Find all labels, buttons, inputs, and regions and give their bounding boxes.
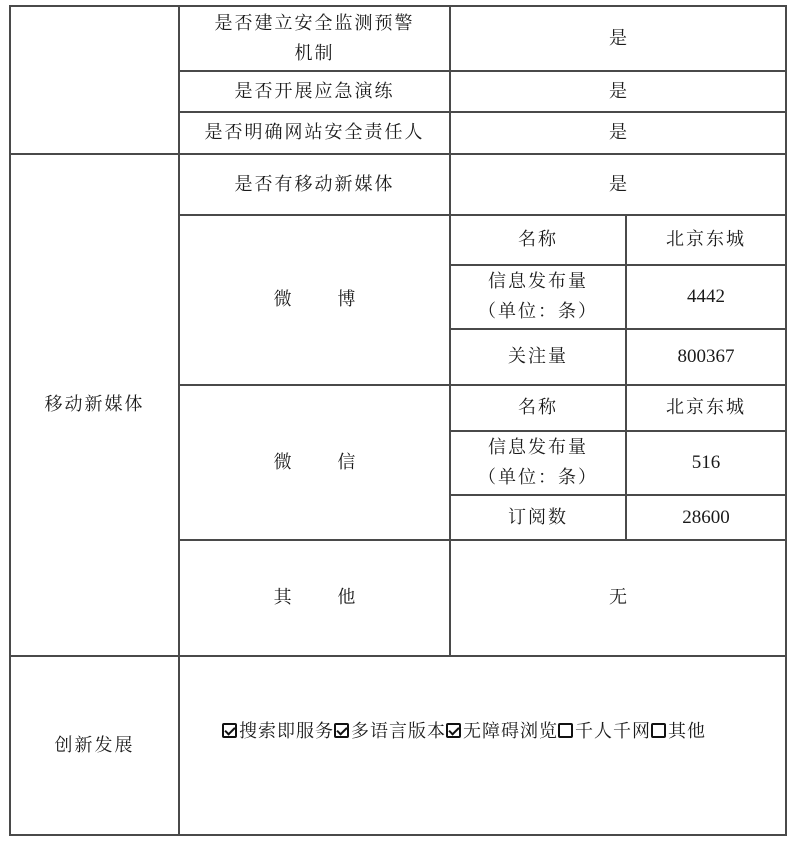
checkbox-checked-icon[interactable] [222, 723, 237, 738]
option-personalized[interactable] [558, 717, 651, 747]
label-line: （单位：条） [478, 301, 598, 322]
wechat-posts-value: 516 [691, 452, 721, 473]
weibo-followers-value: 800367 [677, 346, 735, 367]
has-mobile-media-label: 是否有移动新媒体 [234, 173, 395, 195]
label-line: 信息发布量 [488, 271, 588, 292]
weibo-posts-label [451, 266, 625, 328]
innovation-options [180, 657, 785, 807]
label-line: 信息发布量 [488, 437, 588, 458]
checkbox-checked-icon[interactable] [446, 723, 461, 738]
security-monitoring-value: 是 [609, 27, 627, 49]
option-search-as-service[interactable] [222, 717, 334, 747]
weibo-label: 微 博 [273, 289, 376, 310]
label-line: （单位：条） [478, 467, 598, 488]
checkbox-checked-icon[interactable] [334, 723, 349, 738]
emergency-drill-value: 是 [609, 80, 627, 102]
innovation-section-label: 创新发展 [54, 734, 135, 756]
table-border-bottom [9, 834, 787, 836]
label-line: 是否建立安全监测预警 [214, 12, 415, 34]
security-officer-label: 是否明确网站安全责任人 [204, 122, 425, 143]
wechat-label: 微 信 [273, 451, 376, 473]
table-border-right [785, 5, 787, 836]
wechat-subscribers-label: 订阅数 [508, 506, 568, 528]
security-monitoring-label [180, 7, 449, 70]
weibo-posts-value: 4442 [687, 286, 725, 307]
other-media-value: 无 [609, 587, 627, 608]
wechat-posts-label [451, 432, 625, 494]
weibo-name-label: 名称 [518, 229, 558, 250]
wechat-name-label: 名称 [518, 397, 558, 418]
option-label: 多语言版本 [351, 721, 446, 742]
checkbox-unchecked-icon[interactable] [651, 723, 666, 738]
option-other[interactable] [651, 717, 706, 747]
checkbox-unchecked-icon[interactable] [558, 723, 573, 738]
weibo-followers-label: 关注量 [508, 346, 568, 367]
has-mobile-media-value: 是 [609, 173, 627, 195]
mobile-media-section-label: 移动新媒体 [44, 394, 145, 415]
other-media-label: 其 他 [273, 587, 376, 608]
emergency-drill-label: 是否开展应急演练 [234, 80, 395, 102]
wechat-subscribers-value: 28600 [682, 506, 730, 528]
option-label: 其他 [668, 721, 706, 742]
option-accessibility[interactable] [446, 717, 558, 747]
option-multilingual[interactable] [334, 717, 446, 747]
option-label: 无障碍浏览 [463, 721, 558, 742]
weibo-name-value: 北京东城 [666, 229, 746, 250]
option-label: 千人千网 [575, 721, 651, 742]
option-label: 搜索即服务 [239, 721, 334, 742]
wechat-name-value: 北京东城 [666, 397, 746, 418]
security-officer-value: 是 [609, 122, 627, 143]
label-line: 机制 [294, 42, 335, 64]
